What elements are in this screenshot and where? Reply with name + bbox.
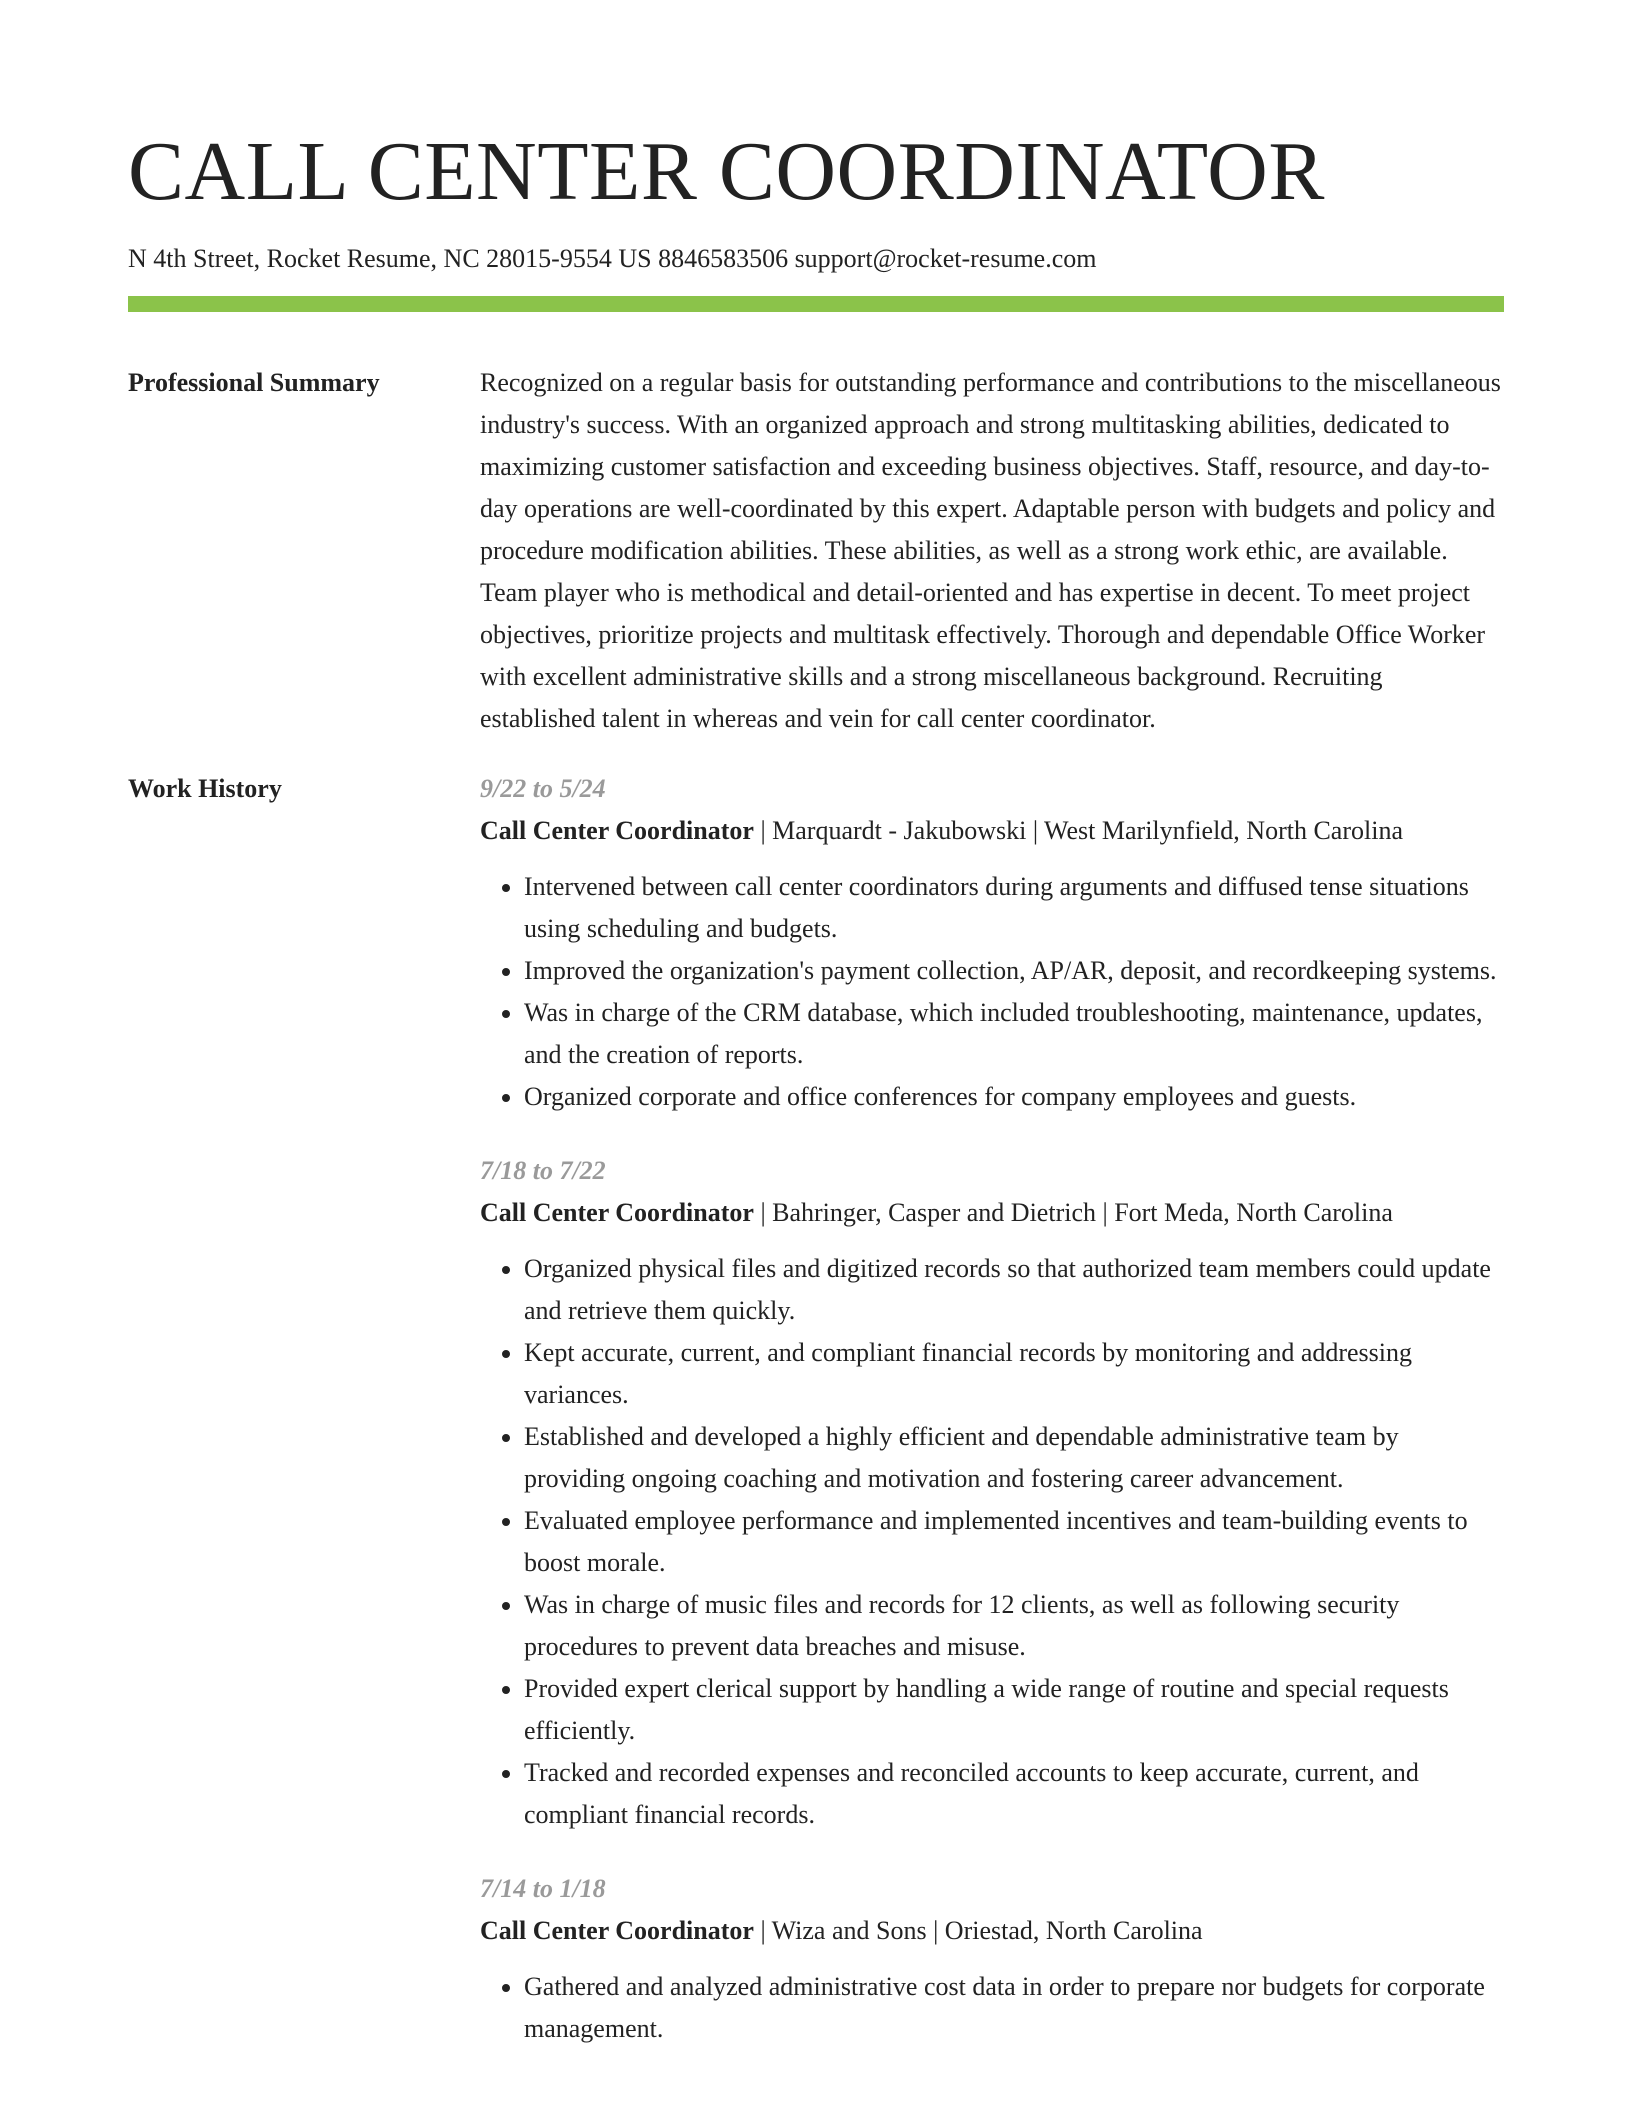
job-bullet: • Improved the organization's payment collection, AP/AR, deposit, and recordkeeping systems. — [524, 950, 1504, 992]
summary-text: Recognized on a regular basis for outstanding performance and contributions to the miscellaneous industry's success. With an organized approach and strong multitasking abilities, dedicated to maximizing customer satisfaction and exceeding business objectives. Staff, resource, and day-to-day operations are well-coordinated by this expert. Adaptable person with budgets and policy and procedure modification abilities. These abilities, as well as a strong work ethic, are available. Team player who is methodical and detail-oriented and has expertise in decent. To meet project objectives, prioritize projects and multitask effectively. Thorough and dependable Office Worker with excellent administrative skills and a strong miscellaneous background. Recruiting established talent in whereas and vein for call center coordinator. — [480, 368, 1501, 733]
resume-title: CALL CENTER COORDINATOR — [128, 125, 1325, 218]
job-bullet: • Evaluated employee performance and implemented incentives and team-building events to boost morale. — [524, 1500, 1504, 1584]
job-entry — [480, 1868, 1504, 2050]
resume-page — [128, 0, 1504, 2082]
job-bullets — [480, 866, 1504, 1118]
contact-line: N 4th Street, Rocket Resume, NC 28015-9554 US 8846583506 support@rocket-resume.com — [128, 244, 1097, 273]
professional-summary-section — [128, 362, 1504, 740]
job-title: Call Center Coordinator — [480, 1198, 754, 1227]
job-details: | Wiza and Sons | Oriestad, North Carolina — [753, 1916, 1203, 1945]
summary-body — [480, 362, 1504, 740]
job-bullet: • Organized physical files and digitized records so that authorized team members could update and retrieve them quickly. — [524, 1248, 1504, 1332]
job-bullet: • Tracked and recorded expenses and reconciled accounts to keep accurate, current, and compliant financial records. — [524, 1752, 1504, 1836]
job-dates: 7/18 to 7/22 — [480, 1156, 606, 1185]
job-bullet: • Intervened between call center coordinators during arguments and diffused tense situations using scheduling and budgets. — [524, 866, 1504, 950]
job-heading — [480, 810, 1504, 852]
job-bullet: • Established and developed a highly efficient and dependable administrative team by providing ongoing coaching and motivation and fostering career advancement. — [524, 1416, 1504, 1500]
job-bullet: • Kept accurate, current, and compliant financial records by monitoring and addressing variances. — [524, 1332, 1504, 1416]
job-bullet: • Provided expert clerical support by handling a wide range of routine and special requests efficiently. — [524, 1668, 1504, 1752]
job-dates: 7/14 to 1/18 — [480, 1874, 606, 1903]
section-label-summary: Professional Summary — [128, 368, 380, 397]
job-entry — [480, 768, 1504, 1118]
job-title: Call Center Coordinator — [480, 816, 754, 845]
job-bullet: • Organized corporate and office conferences for company employees and guests. — [524, 1076, 1504, 1118]
job-bullet: • Was in charge of music files and records for 12 clients, as well as following security procedures to prevent data breaches and misuse. — [524, 1584, 1504, 1668]
job-bullets — [480, 1248, 1504, 1836]
job-bullets — [480, 1966, 1504, 2050]
job-bullet: • Gathered and analyzed administrative cost data in order to prepare nor budgets for corporate management. — [524, 1966, 1504, 2050]
job-details: | Marquardt - Jakubowski | West Marilynfield, North Carolina — [753, 816, 1403, 845]
job-heading — [480, 1192, 1504, 1234]
job-bullet: • Was in charge of the CRM database, which included troubleshooting, maintenance, updates, and the creation of reports. — [524, 992, 1504, 1076]
job-entry — [480, 1150, 1504, 1836]
job-title: Call Center Coordinator — [480, 1916, 754, 1945]
job-dates: 9/22 to 5/24 — [480, 774, 606, 803]
job-details: | Bahringer, Casper and Dietrich | Fort Meda, North Carolina — [753, 1198, 1393, 1227]
work-history-section — [128, 768, 1504, 2082]
header-divider — [128, 296, 1504, 312]
work-history-list — [480, 768, 1504, 2082]
section-label-work-history: Work History — [128, 774, 282, 803]
job-heading — [480, 1910, 1504, 1952]
